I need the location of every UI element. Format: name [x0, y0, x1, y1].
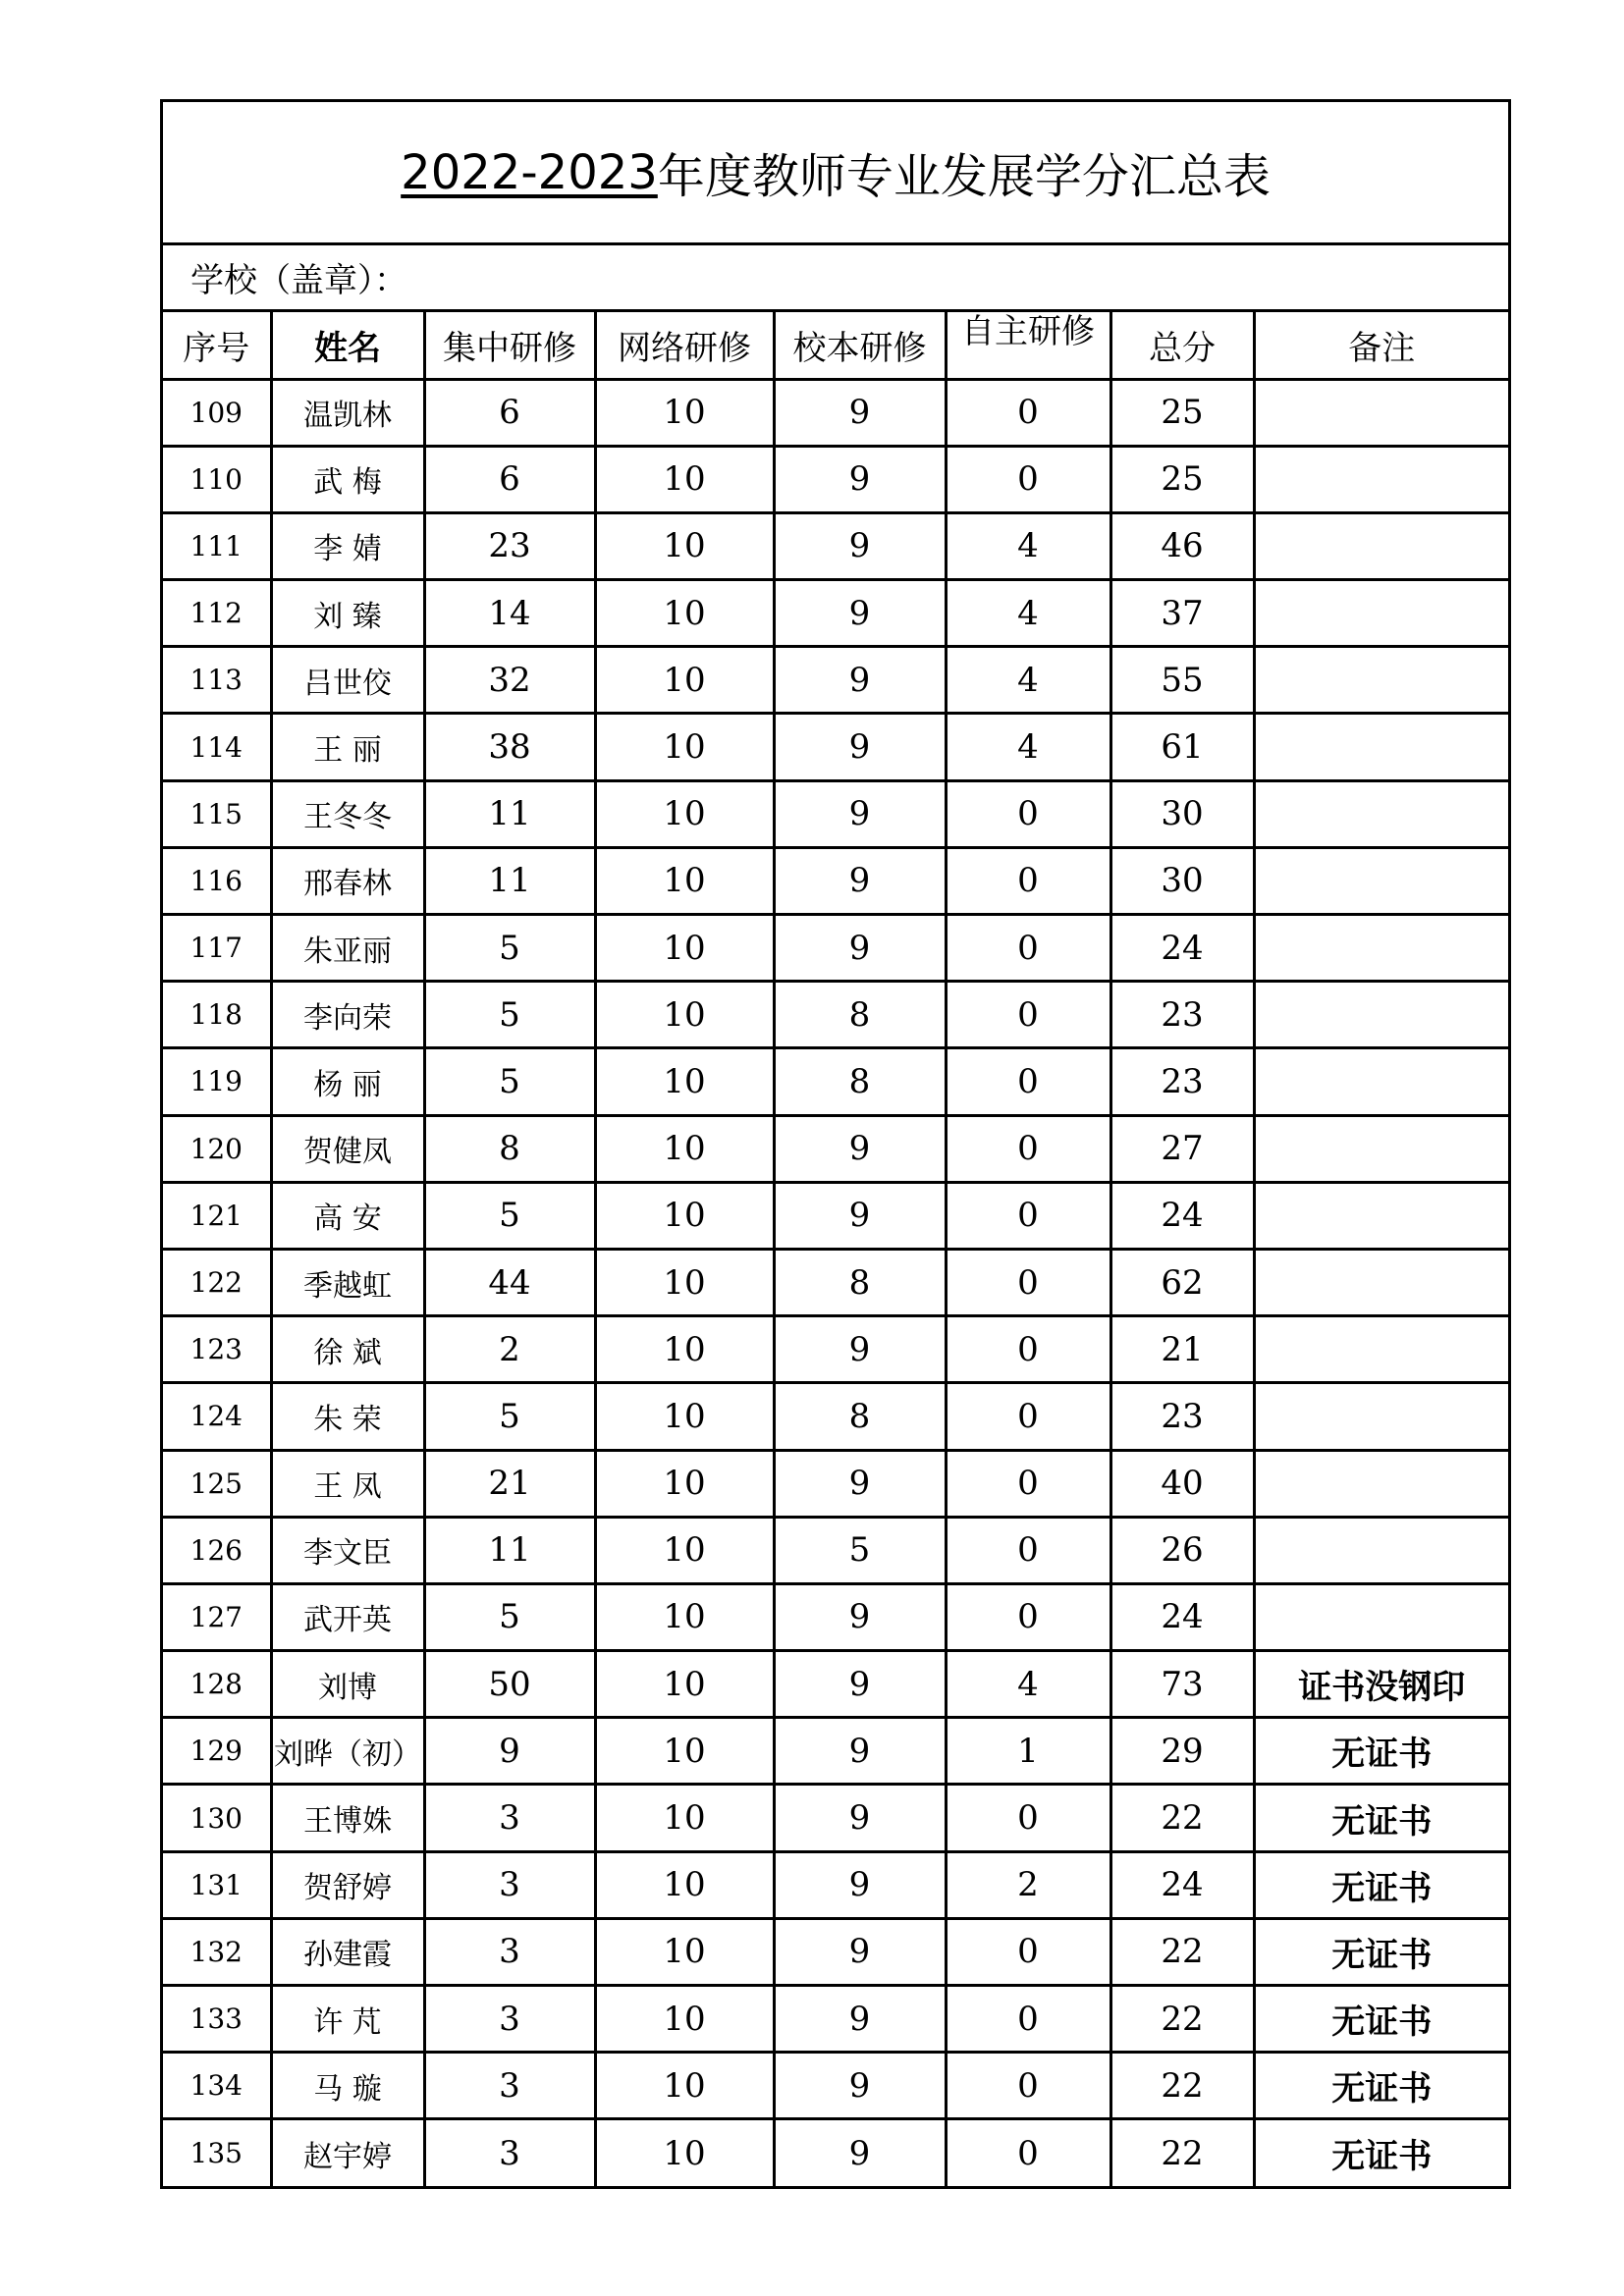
cell-online: 10 — [595, 1583, 774, 1650]
cell-no: 135 — [163, 2119, 271, 2186]
cell-self-study: 0 — [946, 1986, 1110, 2053]
cell-school-based: 5 — [774, 1517, 946, 1583]
cell-note — [1254, 847, 1508, 914]
cell-total: 23 — [1110, 982, 1254, 1048]
cell-centralized: 5 — [424, 1383, 595, 1450]
cell-centralized: 21 — [424, 1450, 595, 1517]
cell-online: 10 — [595, 1383, 774, 1450]
table-row — [163, 379, 1508, 446]
table-row — [163, 2119, 1508, 2186]
cell-total: 25 — [1110, 446, 1254, 512]
title-text: 年度教师专业发展学分汇总表 — [657, 149, 1271, 204]
cell-self-study: 0 — [946, 1249, 1110, 1315]
cell-school-based: 9 — [774, 446, 946, 512]
cell-no: 116 — [163, 847, 271, 914]
cell-total: 30 — [1110, 780, 1254, 847]
cell-note — [1254, 1383, 1508, 1450]
cell-centralized: 11 — [424, 847, 595, 914]
cell-centralized: 5 — [424, 1048, 595, 1115]
cell-online: 10 — [595, 1115, 774, 1182]
cell-online: 10 — [595, 1918, 774, 1985]
cell-no: 122 — [163, 1249, 271, 1315]
cell-school-based: 9 — [774, 1182, 946, 1249]
cell-centralized: 11 — [424, 1517, 595, 1583]
cell-online: 10 — [595, 379, 774, 446]
cell-name: 武开英 — [271, 1583, 424, 1650]
cell-school-based: 8 — [774, 1383, 946, 1450]
cell-note: 无证书 — [1331, 2137, 1433, 2177]
cell-online: 10 — [595, 915, 774, 982]
cell-name: 马 璇 — [271, 2053, 424, 2119]
table-row — [163, 1986, 1508, 2053]
cell-total: 26 — [1110, 1517, 1254, 1583]
cell-name: 邢春林 — [271, 847, 424, 914]
cell-no: 113 — [163, 647, 271, 714]
cell-name: 王 凤 — [271, 1450, 424, 1517]
cell-note — [1254, 915, 1508, 982]
cell-self-study: 0 — [946, 847, 1110, 914]
cell-centralized: 6 — [424, 446, 595, 512]
cell-name: 许 芃 — [271, 1986, 424, 2053]
cell-name: 温凯林 — [271, 379, 424, 446]
cell-no: 121 — [163, 1182, 271, 1249]
cell-centralized: 9 — [424, 1718, 595, 1785]
cell-no: 111 — [163, 512, 271, 579]
cell-centralized: 23 — [424, 512, 595, 579]
cell-school-based: 9 — [774, 1718, 946, 1785]
cell-school-based: 9 — [774, 1851, 946, 1918]
cell-online: 10 — [595, 2119, 774, 2186]
cell-online: 10 — [595, 1651, 774, 1718]
cell-name: 季越虹 — [271, 1249, 424, 1315]
table-row — [163, 780, 1508, 847]
cell-centralized: 3 — [424, 2053, 595, 2119]
cell-total: 21 — [1110, 1316, 1254, 1383]
cell-online: 10 — [595, 714, 774, 780]
cell-total: 23 — [1110, 1048, 1254, 1115]
cell-name: 贺舒婷 — [271, 1851, 424, 1918]
cell-name: 朱亚丽 — [271, 915, 424, 982]
cell-centralized: 2 — [424, 1316, 595, 1383]
cell-no: 117 — [163, 915, 271, 982]
cell-name: 李向荣 — [271, 982, 424, 1048]
table-row — [163, 1918, 1508, 1985]
cell-note — [1254, 512, 1508, 579]
cell-note — [1254, 647, 1508, 714]
cell-note: 无证书 — [1254, 1718, 1508, 1785]
header-total: 总分 — [1110, 312, 1254, 379]
table-row — [163, 1718, 1508, 1785]
cell-no: 132 — [163, 1918, 271, 1985]
table-row — [163, 1583, 1508, 1650]
cell-school-based: 9 — [774, 512, 946, 579]
cell-self-study: 0 — [946, 1918, 1110, 1985]
cell-self-study: 0 — [946, 982, 1110, 1048]
cell-name: 武 梅 — [271, 446, 424, 512]
cell-total: 40 — [1110, 1450, 1254, 1517]
cell-school-based: 9 — [774, 1115, 946, 1182]
cell-total: 30 — [1110, 847, 1254, 914]
header-name: 姓名 — [271, 312, 424, 379]
cell-name: 高 安 — [271, 1182, 424, 1249]
cell-centralized: 3 — [424, 2119, 595, 2186]
cell-online: 10 — [595, 982, 774, 1048]
cell-note — [1254, 1583, 1508, 1650]
cell-note — [1254, 714, 1508, 780]
cell-name: 赵宇婷 — [271, 2119, 424, 2186]
cell-note — [1254, 1249, 1508, 1315]
cell-name: 刘博 — [271, 1651, 424, 1718]
table-row — [163, 915, 1508, 982]
cell-centralized: 5 — [424, 982, 595, 1048]
cell-no: 119 — [163, 1048, 271, 1115]
cell-self-study: 4 — [946, 512, 1110, 579]
cell-name: 徐 斌 — [271, 1316, 424, 1383]
cell-no: 130 — [163, 1785, 271, 1851]
cell-note: 无证书 — [1254, 1785, 1508, 1851]
cell-self-study: 4 — [946, 647, 1110, 714]
cell-school-based: 9 — [774, 379, 946, 446]
cell-online: 10 — [595, 580, 774, 647]
cell-total: 22 — [1110, 1785, 1254, 1851]
cell-name: 刘 臻 — [271, 580, 424, 647]
cell-no: 126 — [163, 1517, 271, 1583]
cell-total: 37 — [1110, 580, 1254, 647]
cell-name: 王冬冬 — [271, 780, 424, 847]
table-row — [163, 1182, 1508, 1249]
cell-school-based: 8 — [774, 1249, 946, 1315]
cell-online: 10 — [595, 1249, 774, 1315]
cell-note — [1254, 1115, 1508, 1182]
cell-note — [1254, 1182, 1508, 1249]
cell-online: 10 — [595, 1316, 774, 1383]
cell-online: 10 — [595, 847, 774, 914]
cell-note: 无证书 — [1254, 2053, 1508, 2119]
cell-centralized: 5 — [424, 1583, 595, 1650]
cell-name: 吕世佼 — [271, 647, 424, 714]
table-row — [163, 1316, 1508, 1383]
cell-centralized: 6 — [424, 379, 595, 446]
table-row — [163, 847, 1508, 914]
title-year: 2022-2023 — [401, 144, 658, 200]
cell-centralized: 5 — [424, 915, 595, 982]
cell-total: 61 — [1110, 714, 1254, 780]
cell-name: 李 婧 — [271, 512, 424, 579]
cell-total: 73 — [1110, 1651, 1254, 1718]
cell-school-based: 9 — [774, 915, 946, 982]
cell-name: 王博姝 — [271, 1785, 424, 1851]
cell-online: 10 — [595, 1718, 774, 1785]
cell-school-based: 9 — [774, 1651, 946, 1718]
cell-centralized: 8 — [424, 1115, 595, 1182]
cell-no: 124 — [163, 1383, 271, 1450]
cell-total: 24 — [1110, 915, 1254, 982]
cell-school-based: 9 — [774, 1918, 946, 1985]
cell-self-study: 0 — [946, 1583, 1110, 1650]
cell-online: 10 — [595, 780, 774, 847]
header-online: 网络研修 — [595, 312, 774, 379]
cell-school-based: 9 — [774, 847, 946, 914]
cell-no: 127 — [163, 1583, 271, 1650]
table-row — [163, 1450, 1508, 1517]
cell-self-study: 0 — [946, 780, 1110, 847]
cell-school-based: 8 — [774, 1048, 946, 1115]
credit-summary-sheet — [160, 99, 1511, 2189]
cell-school-based: 9 — [774, 580, 946, 647]
cell-self-study: 4 — [946, 714, 1110, 780]
cell-school-based: 9 — [774, 1583, 946, 1650]
cell-self-study: 0 — [946, 1450, 1110, 1517]
cell-self-study: 0 — [946, 446, 1110, 512]
cell-self-study: 0 — [946, 1517, 1110, 1583]
cell-self-study: 0 — [946, 1115, 1110, 1182]
cell-school-based: 9 — [774, 1986, 946, 2053]
cell-total: 29 — [1110, 1718, 1254, 1785]
cell-self-study: 0 — [946, 915, 1110, 982]
cell-note: 证书没钢印 — [1254, 1651, 1508, 1718]
cell-school-based: 9 — [774, 1450, 946, 1517]
cell-total: 23 — [1110, 1383, 1254, 1450]
header-centralized: 集中研修 — [424, 312, 595, 379]
table-header-row — [163, 312, 1508, 379]
table-row — [163, 1249, 1508, 1315]
cell-no: 131 — [163, 1851, 271, 1918]
cell-total: 27 — [1110, 1115, 1254, 1182]
cell-centralized: 3 — [424, 1918, 595, 1985]
cell-school-based: 9 — [774, 714, 946, 780]
cell-note — [1254, 780, 1508, 847]
cell-name: 刘晔（初） — [271, 1718, 424, 1785]
cell-self-study: 0 — [946, 1316, 1110, 1383]
cell-name: 王 丽 — [271, 714, 424, 780]
cell-school-based: 8 — [774, 982, 946, 1048]
cell-name: 朱 荣 — [271, 1383, 424, 1450]
cell-school-based: 9 — [774, 780, 946, 847]
table-row — [163, 1851, 1508, 1918]
table-row — [163, 714, 1508, 780]
cell-self-study: 0 — [946, 1785, 1110, 1851]
cell-online: 10 — [595, 647, 774, 714]
cell-online: 10 — [595, 446, 774, 512]
cell-note — [1254, 379, 1508, 446]
cell-centralized: 50 — [424, 1651, 595, 1718]
header-no: 序号 — [163, 312, 271, 379]
cell-total: 24 — [1110, 1851, 1254, 1918]
cell-total: 22 — [1110, 2053, 1254, 2119]
cell-name: 孙建霞 — [271, 1918, 424, 1985]
cell-total: 62 — [1110, 1249, 1254, 1315]
cell-online: 10 — [595, 1450, 774, 1517]
cell-name: 杨 丽 — [271, 1048, 424, 1115]
cell-self-study: 0 — [946, 2053, 1110, 2119]
cell-no: 109 — [163, 379, 271, 446]
cell-centralized: 32 — [424, 647, 595, 714]
cell-total: 46 — [1110, 512, 1254, 579]
table-row — [163, 1517, 1508, 1583]
cell-no: 134 — [163, 2053, 271, 2119]
cell-centralized: 11 — [424, 780, 595, 847]
table-row — [163, 2053, 1508, 2119]
cell-total: 22 — [1110, 1986, 1254, 2053]
cell-centralized: 3 — [424, 1785, 595, 1851]
table-row — [163, 446, 1508, 512]
cell-total: 25 — [1110, 379, 1254, 446]
cell-self-study: 0 — [946, 1383, 1110, 1450]
table-row — [163, 1651, 1508, 1718]
cell-school-based: 9 — [774, 2119, 946, 2186]
table-row — [163, 982, 1508, 1048]
cell-centralized: 38 — [424, 714, 595, 780]
cell-note — [1254, 982, 1508, 1048]
cell-online: 10 — [595, 512, 774, 579]
cell-total: 24 — [1110, 1583, 1254, 1650]
cell-self-study: 0 — [946, 1048, 1110, 1115]
cell-online: 10 — [595, 2053, 774, 2119]
credit-table — [163, 312, 1508, 2186]
cell-centralized: 14 — [424, 580, 595, 647]
cell-note — [1254, 1048, 1508, 1115]
cell-no: 129 — [163, 1718, 271, 1785]
cell-total: 55 — [1110, 647, 1254, 714]
cell-school-based: 9 — [774, 1785, 946, 1851]
cell-note — [1254, 1517, 1508, 1583]
cell-online: 10 — [595, 1785, 774, 1851]
cell-no: 120 — [163, 1115, 271, 1182]
table-row — [163, 647, 1508, 714]
header-self-study: 自主研修 — [946, 312, 1110, 379]
cell-centralized: 44 — [424, 1249, 595, 1315]
cell-name: 李文臣 — [271, 1517, 424, 1583]
cell-centralized: 3 — [424, 1986, 595, 2053]
cell-note — [1254, 1450, 1508, 1517]
cell-self-study: 1 — [946, 1718, 1110, 1785]
cell-total: 22 — [1110, 1918, 1254, 1985]
cell-no: 114 — [163, 714, 271, 780]
cell-no: 118 — [163, 982, 271, 1048]
cell-no: 112 — [163, 580, 271, 647]
cell-no: 128 — [163, 1651, 271, 1718]
school-stamp-label: 学校（盖章）： — [163, 245, 1508, 312]
cell-note: 无证书 — [1254, 1851, 1508, 1918]
cell-online: 10 — [595, 1182, 774, 1249]
cell-self-study: 2 — [946, 1851, 1110, 1918]
cell-self-study: 4 — [946, 1651, 1110, 1718]
table-row — [163, 1115, 1508, 1182]
cell-online: 10 — [595, 1986, 774, 2053]
cell-self-study: 0 — [946, 1182, 1110, 1249]
cell-no: 125 — [163, 1450, 271, 1517]
cell-online: 10 — [595, 1851, 774, 1918]
header-notes: 备注 — [1254, 312, 1508, 379]
cell-centralized: 3 — [424, 1851, 595, 1918]
cell-no: 133 — [163, 1986, 271, 2053]
cell-note: 无证书 — [1254, 1918, 1508, 1985]
cell-self-study: 4 — [946, 580, 1110, 647]
table-row — [163, 1383, 1508, 1450]
cell-total: 22 — [1110, 2119, 1254, 2186]
table-body — [163, 379, 1508, 2186]
cell-school-based: 9 — [774, 647, 946, 714]
header-school-based: 校本研修 — [774, 312, 946, 379]
cell-school-based: 9 — [774, 2053, 946, 2119]
cell-note — [1254, 580, 1508, 647]
cell-no: 110 — [163, 446, 271, 512]
cell-online: 10 — [595, 1517, 774, 1583]
cell-online: 10 — [595, 1048, 774, 1115]
cell-no: 123 — [163, 1316, 271, 1383]
cell-school-based: 9 — [774, 1316, 946, 1383]
cell-note: 无证书 — [1254, 1986, 1508, 2053]
table-row — [163, 580, 1508, 647]
cell-note — [1254, 1316, 1508, 1383]
cell-centralized: 5 — [424, 1182, 595, 1249]
table-row — [163, 1785, 1508, 1851]
table-row — [163, 1048, 1508, 1115]
cell-name: 贺健凤 — [271, 1115, 424, 1182]
cell-total: 24 — [1110, 1182, 1254, 1249]
page-title — [163, 102, 1508, 245]
cell-note — [1254, 446, 1508, 512]
cell-self-study: 0 — [946, 379, 1110, 446]
cell-no: 115 — [163, 780, 271, 847]
table-row — [163, 512, 1508, 579]
cell-self-study: 0 — [946, 2119, 1110, 2186]
